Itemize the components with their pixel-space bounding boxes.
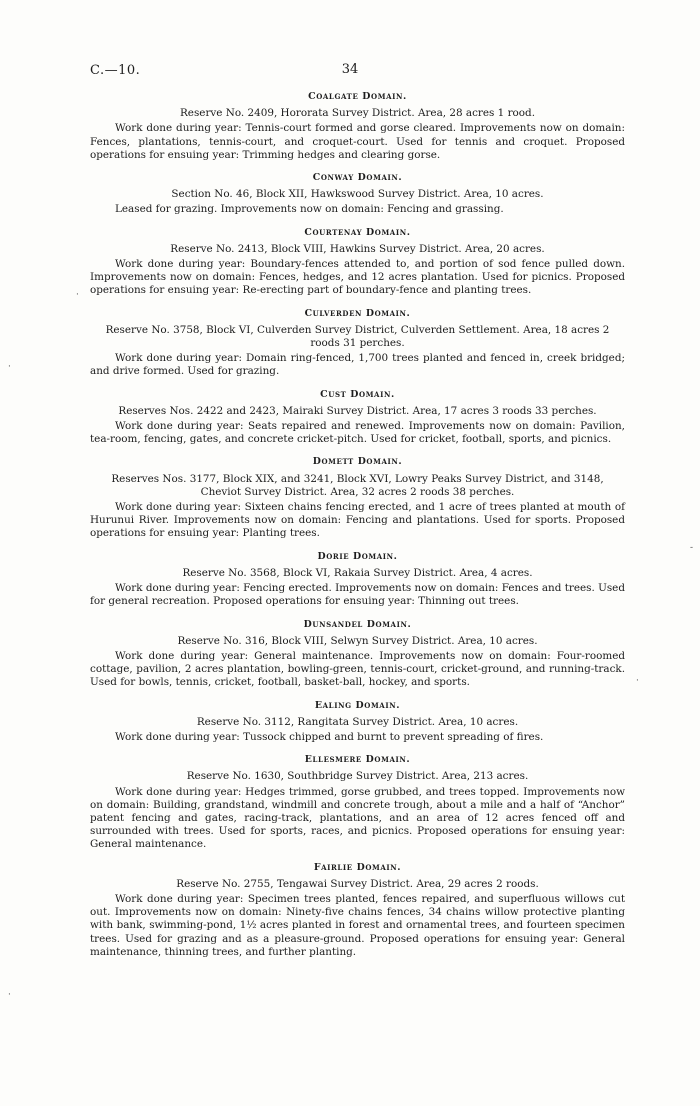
reserve-line: Section No. 46, Block XII, Hawkswood Survey District. Area, 10 acres.: [171, 188, 544, 201]
domain-description: Work done during year: General maintenance. Improvements now on domain: Four-roomed cottage, pavilion, 2 acres plantation, bowling-green, tennis-court, cricket-ground, and running-track. Used for bowls, tennis, cricket, football, basket-ball, hockey, and sports.: [90, 649, 625, 689]
domain-description: Work done during year: Hedges trimmed, gorse grubbed, and trees topped. Improvements now on domain: Building, grandstand, windmill and concrete trough, about a mile and a half of “Anchor” patent fencing and gates, racing-track, plantations, and an area of 12 acres fenced off and surrounded with trees. Used for sports, races, and picnics. Proposed operations for ensuing year: General maintenance.: [90, 785, 625, 851]
reserve-line: Reserve No. 316, Block VIII, Selwyn Survey District. Area, 10 acres.: [177, 634, 538, 647]
domain-section: [90, 226, 625, 298]
domain-section: [90, 753, 625, 851]
scan-speck: -: [690, 543, 694, 553]
domain-section: [90, 90, 625, 162]
reserve-line: Reserve No. 2409, Hororata Survey District. Area, 28 acres 1 rood.: [179, 107, 536, 120]
scan-speck: ·: [76, 290, 79, 300]
domain-description: Work done during year: Fencing erected. Improvements now on domain: Fences and trees. Used for general recreation. Proposed operations for ensuing year: Thinning out trees.: [90, 582, 625, 608]
domain-title: Cust Domain.: [320, 388, 395, 400]
domain-section: [90, 699, 625, 745]
domain-section: [90, 388, 625, 447]
domain-title: Ellesmere Domain.: [304, 754, 411, 766]
domain-description: Work done during year: Tussock chipped and burnt to prevent spreading of fires.: [115, 730, 544, 743]
domain-title: Dunsandel Domain.: [303, 618, 412, 630]
scan-speck: ·: [636, 676, 639, 686]
domain-title: Ealing Domain.: [314, 699, 401, 711]
domain-title: Fairlie Domain.: [313, 861, 402, 873]
document-reference: C.—10.: [90, 63, 141, 78]
reserve-line: Reserve No. 2413, Block VIII, Hawkins Survey District. Area, 20 acres.: [170, 242, 545, 255]
domain-title: Culverden Domain.: [304, 307, 411, 319]
domain-description: Work done during year: Boundary-fences attended to, and portion of sod fence pulled down. Improvements now on domain: Fences, hedges, and 12 acres plantation. Used for picnics. Proposed operations for ensuing year: Re-erecting part of boundary-fence and planting trees.: [90, 258, 625, 297]
domain-section: [90, 861, 625, 959]
reserve-line: Reserve No. 2755, Tengawai Survey District. Area, 29 acres 2 roods.: [176, 877, 539, 890]
domain-section: [90, 618, 625, 690]
domain-description: Work done during year: Specimen trees planted, fences repaired, and superfluous willows cut out. Improvements now on domain: Ninety-five chains fences, 34 chains willow protective planting with bank, swimming-pond, 1½ acres planted in forest and ornamental trees, and fourteen specimen trees. Used for grazing and as a pleasure-ground. Proposed operations for ensuing year: General maintenance, thinning trees, and further planting.: [90, 892, 625, 958]
domain-section: [90, 307, 625, 379]
domain-description: Work done during year: Tennis-court formed and gorse cleared. Improvements now on domain: Fences, plantations, tennis-court, and croquet-court. Used for tennis and croquet. Proposed operations for ensuing year: Trimming hedges and clearing gorse.: [90, 122, 625, 161]
domain-title: Conway Domain.: [312, 172, 403, 184]
domain-title: Dorie Domain.: [317, 550, 398, 562]
reserve-line: Reserves Nos. 2422 and 2423, Mairaki Survey District. Area, 17 acres 3 roods 33 perches.: [118, 404, 597, 417]
domain-title: Coalgate Domain.: [308, 91, 407, 102]
domain-list: [90, 90, 625, 968]
domain-description: Work done during year: Seats repaired and renewed. Improvements now on domain: Pavilion, tea-room, fencing, gates, and concrete cricket-pitch. Used for cricket, football, sports, and picnics.: [90, 420, 625, 446]
scan-speck: ·: [8, 990, 11, 1000]
reserve-line: Reserve No. 1630, Southbridge Survey District. Area, 213 acres.: [186, 770, 529, 783]
reserve-line: Reserves Nos. 3177, Block XIX, and 3241, Block XVI, Lowry Peaks Survey District, and 3148, Cheviot Survey District. Area, 32 acres 2 roods 38 perches.: [111, 472, 604, 498]
reserve-line: Reserve No. 3568, Block VI, Rakaia Survey District. Area, 4 acres.: [182, 566, 533, 579]
reserve-line: Reserve No. 3758, Block VI, Culverden Survey District, Culverden Settlement. Area, 18 acres 2 roods 31 perches.: [105, 323, 610, 350]
domain-description: Work done during year: Sixteen chains fencing erected, and 1 acre of trees planted at mouth of Hurunui River. Improvements now on domain: Fencing and plantations. Used for sports. Proposed operations for ensuing year: Planting trees.: [90, 501, 625, 540]
domain-section: [90, 455, 625, 540]
domain-description: Work done during year: Domain ring-fenced, 1,700 trees planted and fenced in, creek bridged; and drive formed. Used for grazing.: [90, 352, 625, 378]
scan-speck: ·: [8, 362, 11, 372]
page-number: 34: [341, 62, 359, 77]
domain-title: Courtenay Domain.: [304, 226, 411, 238]
reserve-line: Reserve No. 3112, Rangitata Survey District. Area, 10 acres.: [196, 715, 519, 728]
domain-description: Leased for grazing. Improvements now on domain: Fencing and grassing.: [115, 203, 504, 216]
domain-title: Domett Domain.: [312, 456, 403, 468]
domain-section: [90, 550, 625, 609]
domain-section: [90, 171, 625, 217]
